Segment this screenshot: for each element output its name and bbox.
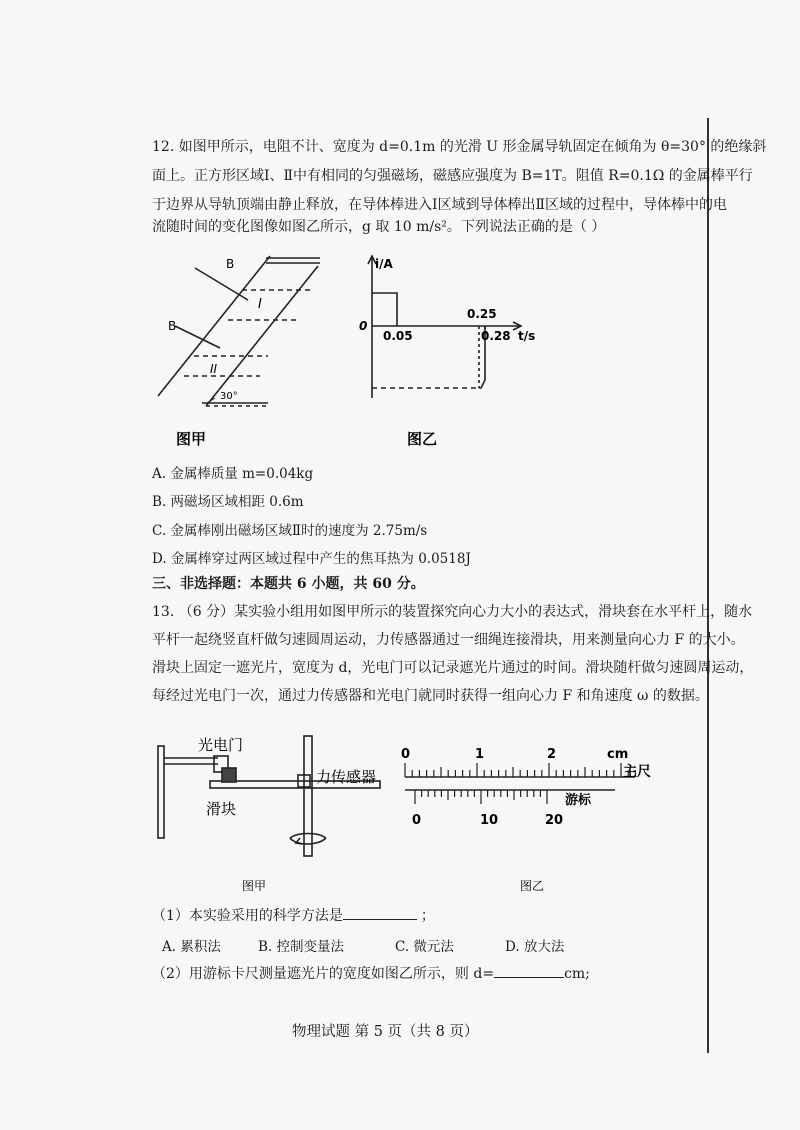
q13-fig-a-sensor: 力传感器 xyxy=(316,768,377,786)
q12-line-4: 流随时间的变化图像如图乙所示，g 取 10 m/s²。下列说法正确的是（ ） xyxy=(152,219,606,235)
main-tick-label-2: 2 xyxy=(547,747,557,762)
q12-fig-b-t1: 0.05 xyxy=(383,329,413,343)
q13-sub2-text: （2）用游标卡尺测量遮光片的宽度如图乙所示，则 d= xyxy=(152,966,495,982)
q13-sub2-answer-blank[interactable] xyxy=(494,977,564,978)
q12-figure-b xyxy=(355,248,545,458)
q13-sub1-option-b: B. 控制变量法 xyxy=(258,939,345,955)
q12-figure-a xyxy=(150,248,340,458)
q13-figure-b xyxy=(395,740,655,898)
section-3-title: 三、非选择题：本题共 6 小题，共 60 分。 xyxy=(152,576,425,592)
q12-option-d: D. 金属棒穿过两区域过程中产生的焦耳热为 0.0518J xyxy=(152,551,471,567)
q12-fig-a-angle: 30° xyxy=(220,391,238,402)
q13-sub1-option-c: C. 微元法 xyxy=(395,939,454,955)
q13-figure-a xyxy=(150,728,400,898)
q12-fig-a-b1: B xyxy=(226,257,235,271)
q13-line-1: 13. （6 分）某实验小组用如图甲所示的装置探究向心力大小的表达式，滑块套在水平杆上，随水 xyxy=(152,604,753,620)
main-unit-label: cm xyxy=(607,747,629,762)
q12-fig-b-origin: 0 xyxy=(359,319,368,333)
q12-fig-b-caption: 图乙 xyxy=(407,430,438,448)
q12-fig-a-region2: II xyxy=(210,362,218,376)
q12-fig-a-caption: 图甲 xyxy=(176,430,207,448)
q12-fig-b-xaxis: t/s xyxy=(518,329,536,343)
q12-fig-a-b2: B xyxy=(168,319,177,333)
q13-fig-a-gate: 光电门 xyxy=(198,736,244,754)
vernier-label: 游标 xyxy=(565,793,592,808)
q13-sub1-text: （1）本实验采用的科学方法是 xyxy=(152,908,343,924)
vernier-tick-label-20: 20 xyxy=(545,813,564,828)
main-tick-label-1: 1 xyxy=(475,747,485,762)
q12-fig-a-region1: I xyxy=(258,297,262,312)
q12-line-2: 面上。正方形区域Ⅰ、Ⅱ中有相同的匀强磁场，磁感应强度为 B=1T。阻值 R=0.1Ω 的金属棒平行 xyxy=(152,168,753,184)
q12-fig-b-t3: 0.28 xyxy=(481,329,511,343)
q12-fig-b-yaxis: i/A xyxy=(375,257,393,271)
q13-line-3: 滑块上固定一遮光片，宽度为 d，光电门可以记录遮光片通过的时间。滑块随杆做匀速圆周运动， xyxy=(152,660,754,676)
q13-sub1 xyxy=(152,902,435,931)
q12-line-1: 12. 如图甲所示，电阻不计、宽度为 d=0.1m 的光滑 U 形金属导轨固定在倾角为 θ=30° 的绝缘斜 xyxy=(152,139,767,155)
q13-fig-a-slider: 滑块 xyxy=(206,800,237,818)
q13-sub1-end: ； xyxy=(420,908,435,924)
q13-fig-a-caption: 图甲 xyxy=(242,879,267,893)
q13-line-2: 平杆一起绕竖直杆做匀速圆周运动，力传感器通过一细绳连接滑块，用来测量向心力 F 的大小。 xyxy=(152,632,745,648)
q13-sub1-answer-blank[interactable] xyxy=(343,919,417,920)
main-scale-label: 主尺 xyxy=(623,764,651,780)
q13-sub1-option-d: D. 放大法 xyxy=(505,939,565,955)
q12-option-a: A. 金属棒质量 m=0.04kg xyxy=(152,466,314,482)
q12-option-b: B. 两磁场区域相距 0.6m xyxy=(152,494,304,510)
q12-option-c: C. 金属棒刚出磁场区域Ⅱ时的速度为 2.75m/s xyxy=(152,523,428,539)
vernier-tick-label-10: 10 xyxy=(480,813,499,828)
q13-sub2 xyxy=(152,960,590,989)
q13-fig-b-caption: 图乙 xyxy=(520,879,545,893)
main-tick-label-0: 0 xyxy=(401,747,411,762)
q12-line-3: 于边界从导轨顶端由静止释放，在导体棒进入Ⅰ区域到导体棒出Ⅱ区域的过程中，导体棒中的电 xyxy=(152,197,728,213)
q13-sub1-option-a: A. 累积法 xyxy=(162,939,221,955)
q13-line-4: 每经过光电门一次，通过力传感器和光电门就同时获得一组向心力 F 和角速度 ω 的数据。 xyxy=(152,688,709,704)
q12-fig-b-t2: 0.25 xyxy=(467,307,497,321)
scan-edge-line xyxy=(707,118,709,1053)
vernier-tick-label-0: 0 xyxy=(412,813,422,828)
page-footer: 物理试题 第 5 页（共 8 页） xyxy=(292,1024,479,1040)
q13-sub2-end: cm; xyxy=(564,966,590,982)
